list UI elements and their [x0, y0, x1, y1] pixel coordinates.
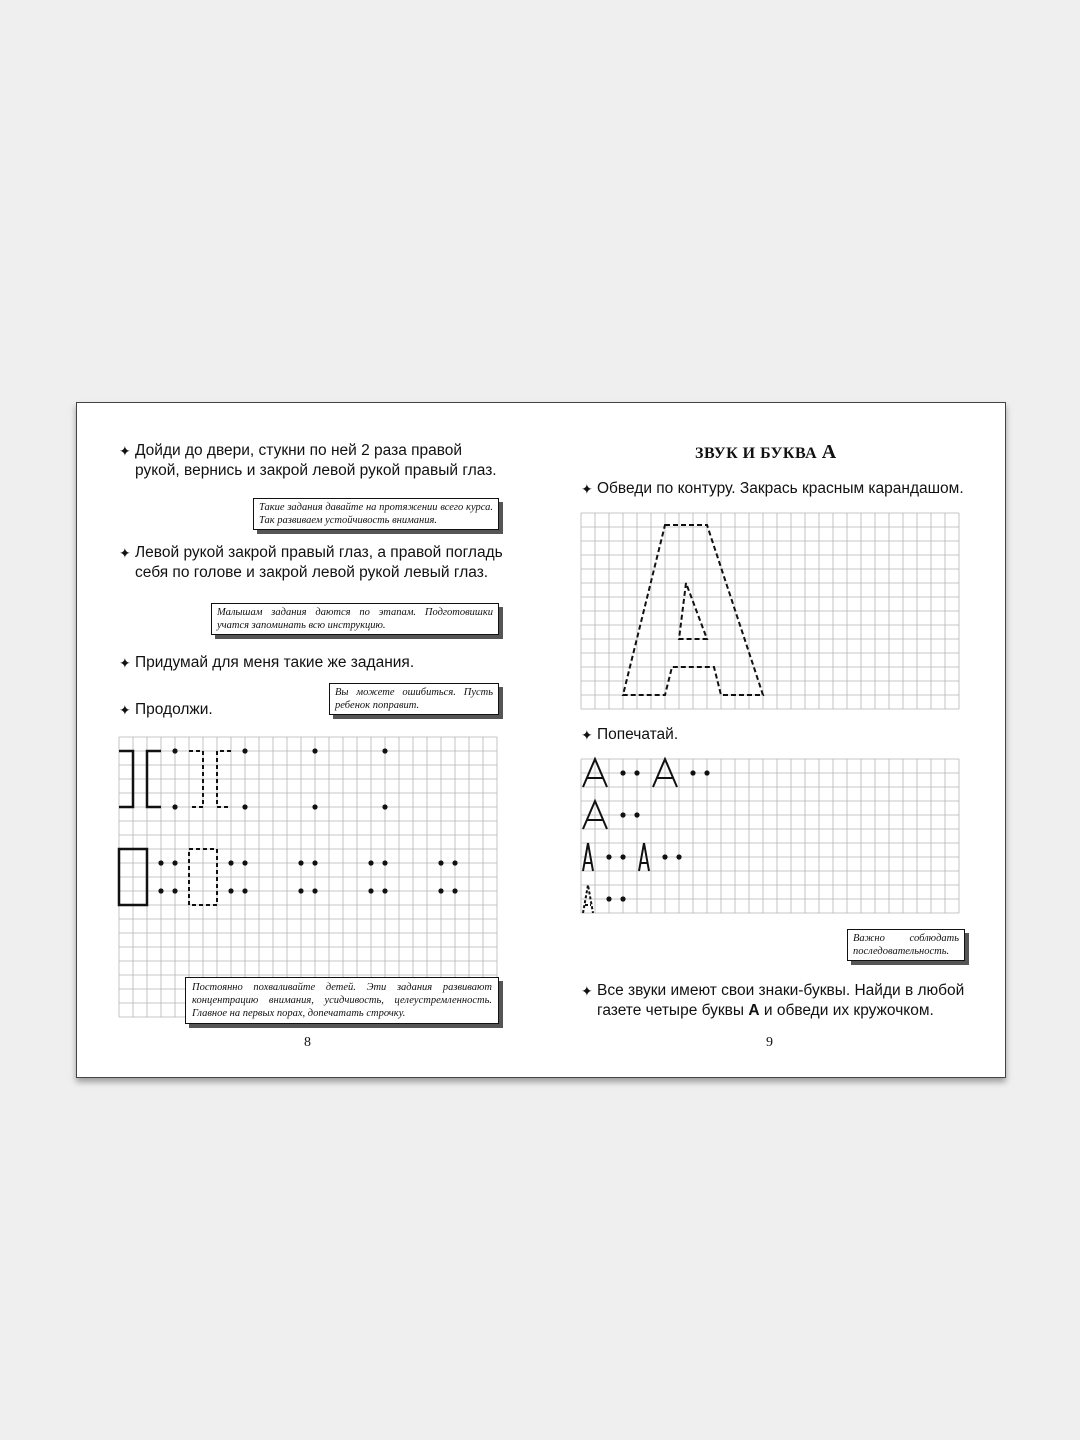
- right-task-3-text-before: Все звуки имеют свои знаки-буквы. Найди в любой газете четыре буквы: [597, 982, 965, 1019]
- page-number-right: 9: [766, 1035, 773, 1050]
- star-bullet-icon: ✦: [581, 481, 593, 497]
- left-task-4-text: Продолжи.: [135, 701, 213, 718]
- book-spread: [76, 402, 1006, 1078]
- right-task-3: [581, 981, 977, 1021]
- star-bullet-icon: ✦: [119, 545, 131, 561]
- grid-lines: [581, 759, 959, 913]
- star-bullet-icon: ✦: [119, 443, 131, 459]
- heading-text: ЗВУК И БУКВА: [695, 445, 818, 462]
- star-bullet-icon: ✦: [119, 702, 131, 718]
- left-task-1-text: Дойди до двери, стукни по ней 2 раза правой рукой, вернись и закрой левой рукой правый глаз.: [135, 442, 497, 479]
- star-bullet-icon: ✦: [119, 655, 131, 671]
- left-task-3-text: Придумай для меня такие же задания.: [135, 654, 415, 671]
- right-task-3-letter: А: [748, 1002, 760, 1019]
- page-number-left: 8: [304, 1035, 311, 1050]
- left-task-2: [119, 543, 507, 583]
- section-heading: [695, 441, 837, 464]
- left-note-3: Вы можете ошибиться. Пусть ребенок поправит.: [329, 683, 499, 715]
- letter-trace-grid: [581, 513, 961, 709]
- heading-letter: А: [821, 441, 837, 463]
- left-task-2-text: Левой рукой закрой правый глаз, а правой погладь себя по голове и закрой левой рукой левый глаз.: [135, 544, 503, 581]
- left-task-3: [119, 653, 507, 673]
- left-note-4: Постоянно похваливайте детей. Эти задания развивают концентрацию внимания, усидчивость, целеустремленность. Главное на первых порах, допечатать строчку.: [185, 977, 499, 1024]
- grid-lines: [581, 513, 959, 709]
- left-task-4: [119, 700, 285, 720]
- left-note-1: Такие задания давайте на протяжении всего курса. Так развиваем устойчивость внимания.: [253, 498, 499, 530]
- left-note-2: Малышам задания даются по этапам. Подготовишки учатся запоминать всю инструкцию.: [211, 603, 499, 635]
- right-task-1-text: Обведи по контуру. Закрась красным карандашом.: [597, 480, 964, 497]
- left-task-1: [119, 441, 507, 481]
- right-task-1: [581, 479, 977, 499]
- grid-lines: [119, 737, 497, 1017]
- right-task-3-text-after: и обведи их кружочком.: [759, 1002, 934, 1019]
- star-bullet-icon: ✦: [581, 983, 593, 999]
- print-practice-grid: [581, 759, 961, 915]
- right-note-1: Важно соблюдать последовательность.: [847, 929, 965, 961]
- right-task-2: [581, 725, 797, 745]
- print-dots: [606, 770, 709, 901]
- star-bullet-icon: ✦: [581, 727, 593, 743]
- right-task-2-text: Попечатай.: [597, 726, 679, 743]
